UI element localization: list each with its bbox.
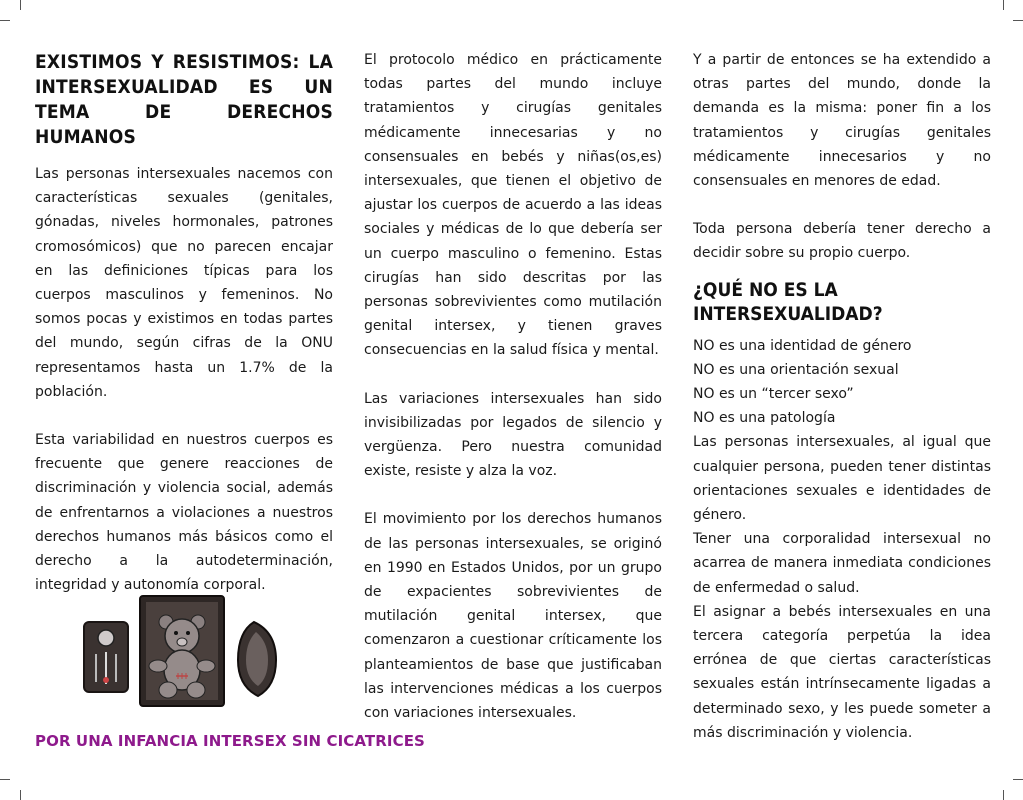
crop-mark-bottom-left [20,790,21,800]
paragraph-extendido: Y a partir de entonces se ha extendido a otras partes del mundo, donde la demanda es la misma: poner fin a los tratamientos y cirugías genitales médicamente innecesarios y no consensuales en menores de edad. [693,52,991,190]
paragraph-intro: Las personas intersexuales nacemos con características sexuales (genitales, gónadas, niveles hormonales, patrones cromosómicos) que no parecen encajar en las definiciones típicas para los cuerpos masculinos y femeninos. No somos pocas y existimos en todas partes del mundo, según cifras de la ONU representamos hasta un 1.7% de la población. [35,166,333,400]
crop-mark-left-bottom [0,779,10,780]
list-item: NO es una patología [693,410,836,427]
list-item: NO es un “tercer sexo” [693,386,854,403]
crop-mark-right-bottom [1013,779,1023,780]
list-item: NO es una identidad de género [693,337,912,354]
illustration [80,592,290,710]
list-item: NO es una orientación sexual [693,361,899,378]
paragraph-tercera-categoria: El asignar a bebés intersexuales en una tercera categoría perpetúa la idea errónea de que ciertas características sexuales están intrínsecamente ligadas a determinado sexo, y les puede someter a más discriminación y violencia. [693,603,991,741]
column-right [693,48,991,745]
teddy-bear-on-tray-icon [140,596,224,706]
paragraph-variaciones: Las variaciones intersexuales han sido invisibilizadas por legados de silencio y vergüenza. Pero nuestra comunidad existe, resiste y alza la voz. [364,390,662,480]
crop-mark-bottom-right [1003,790,1004,800]
crop-mark-right-top [1013,20,1023,21]
paragraph-movimiento: El movimiento por los derechos humanos de las personas intersexuales, se originó en 1990 en Estados Unidos, por un grupo de expacientes sobrevivientes de mutilación genital intersex, que comenzaron a cuestionar críticamente los planteamientos de base que justificaban las intervenciones médicas a los cuerpos con variaciones intersexuales. [364,511,662,722]
paragraph-orientaciones: Las personas intersexuales, al igual que cualquier persona, pueden tener distintas orientaciones sexuales e identidades de género. [693,434,991,524]
column-left [35,48,333,597]
section-heading-existimos: EXISTIMOS Y RESISTIMOS: LA INTERSEXUALIDAD ES UN TEMA DE DERECHOS HUMANOS [35,51,333,148]
not-list [693,334,991,431]
paragraph-derecho: Toda persona debería tener derecho a decidir sobre su propio cuerpo. [693,221,991,262]
paragraph-protocolo: El protocolo médico en prácticamente todas partes del mundo incluye tratamientos y cirugías genitales médicamente innecesarias y no consensuales en bebés y niñas(os,es) intersexuales, que tienen el objetivo de ajustar los cuerpos de acuerdo a las ideas sociales y médicas de lo que debería ser un cuerpo masculino o femenino. Estas cirugías han sido descritas por las personas sobrevivientes como mutilación genital intersex, y tienen graves consecuencias en la salud física y mental. [364,52,662,359]
dish-icon [238,622,276,696]
crop-mark-left-top [0,20,10,21]
crop-mark-top-left [20,0,21,10]
slogan: POR UNA INFANCIA INTERSEX SIN CICATRICES [35,732,425,750]
paragraph-variabilidad: Esta variabilidad en nuestros cuerpos es frecuente que genere reacciones de discriminación y violencia social, además de enfrentarnos a violaciones a nuestros derechos humanos más básicos como el derecho a la autodeterminación, integridad y autonomía corporal. [35,432,333,594]
section-heading-que-no-es: ¿QUÉ NO ES LA INTERSEXUALIDAD? [693,278,883,325]
paragraph-corporalidad: Tener una corporalidad intersexual no acarrea de manera inmediata condiciones de enfermedad o salud. [693,531,991,596]
surgical-tools-tray-icon [84,622,128,692]
column-middle [364,48,662,725]
crop-mark-top-right [1003,0,1004,10]
